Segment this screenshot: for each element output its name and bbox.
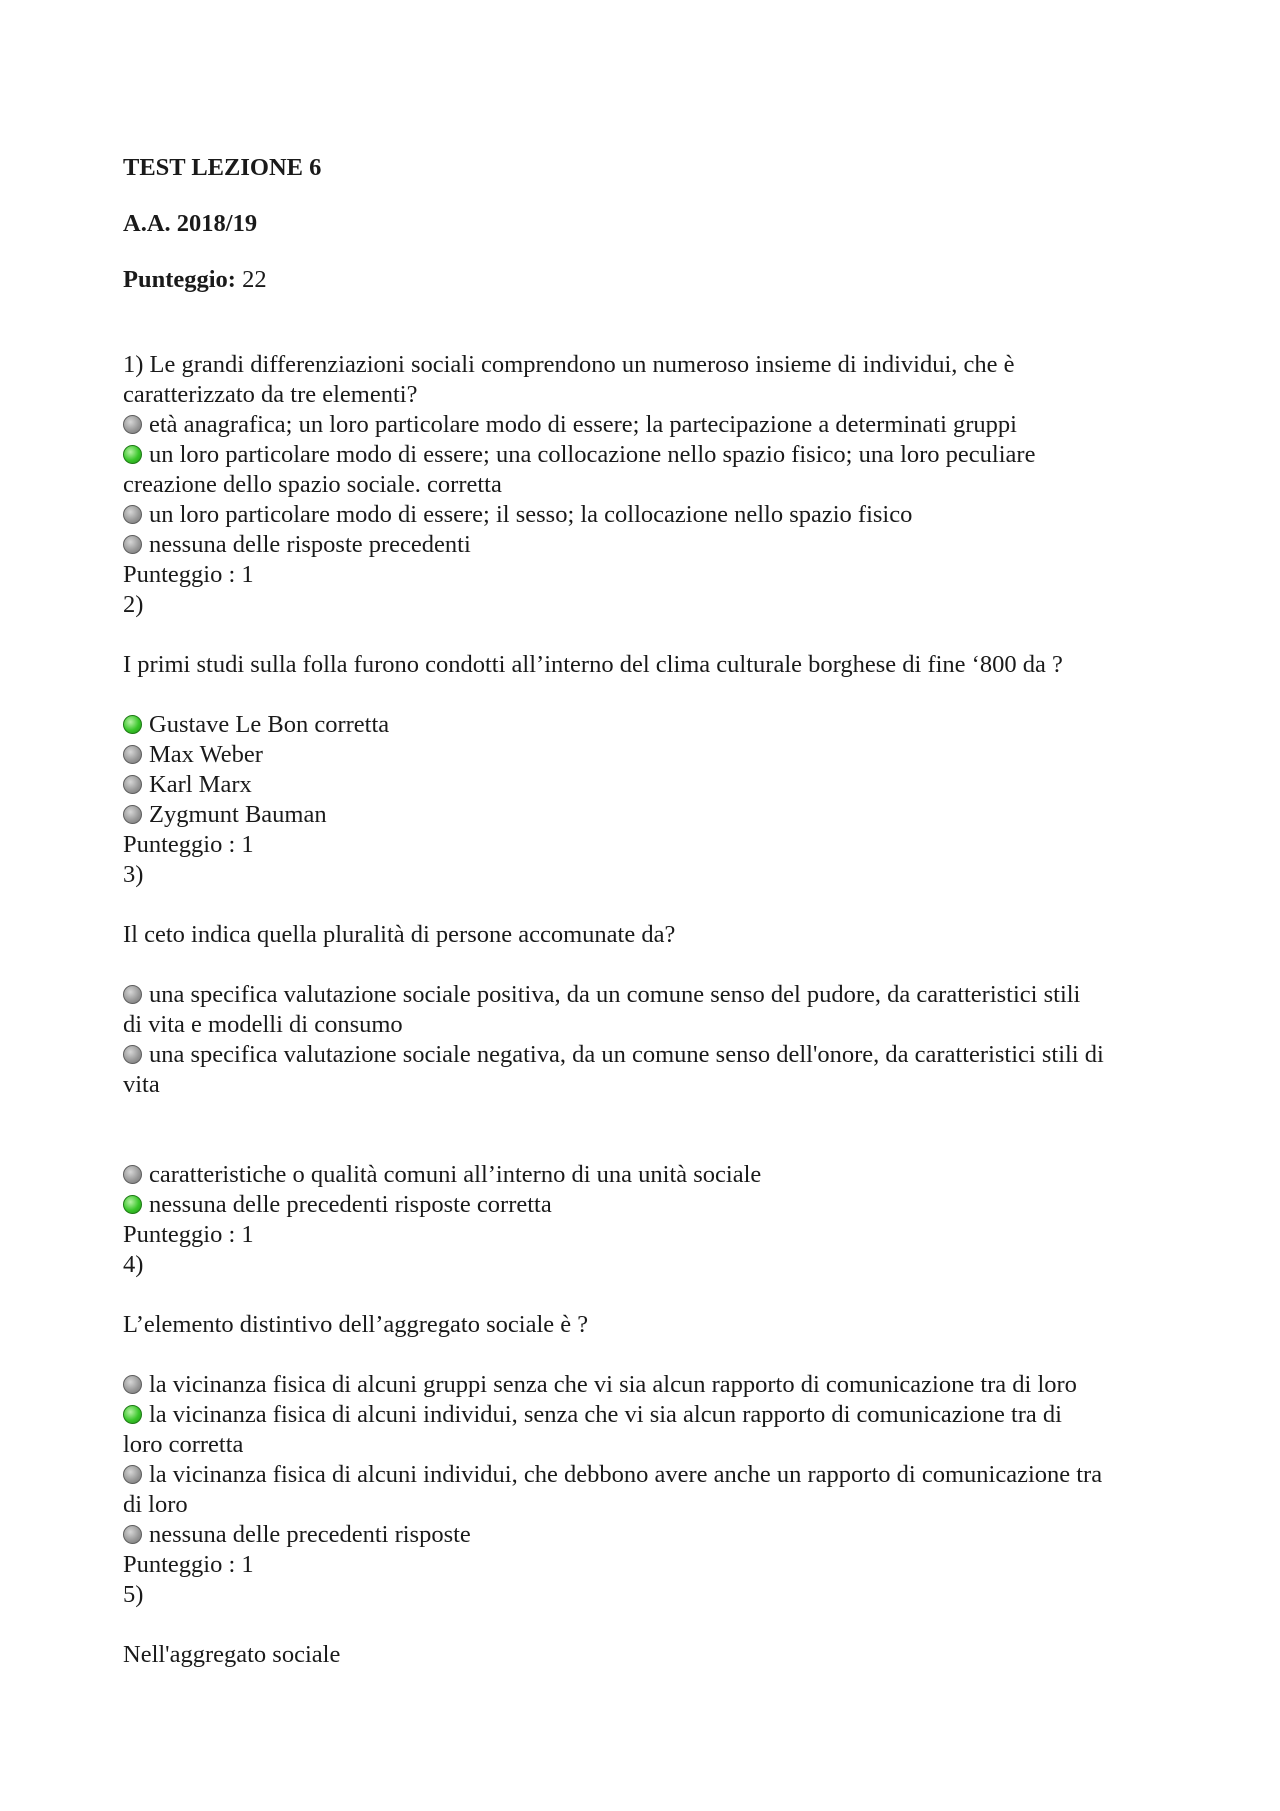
question-5-text: Nell'aggregato sociale (123, 1641, 341, 1668)
radio-grey-icon (123, 505, 142, 524)
question-3-number: 3) (123, 861, 144, 888)
option-text: Max Weber (149, 741, 263, 768)
question-4-text: L’elemento distintivo dell’aggregato sociale è ? (123, 1311, 589, 1338)
radio-grey-icon (123, 535, 142, 554)
option-text: nessuna delle precedenti risposte (149, 1521, 471, 1548)
question-2-number: 2) (123, 591, 144, 618)
option-text-continued: loro corretta (123, 1431, 244, 1458)
option-text: età anagrafica; un loro particolare modo di essere; la partecipazione a determinati gruppi (149, 411, 1017, 438)
radio-grey-icon (123, 985, 142, 1004)
option-text: Zygmunt Bauman (149, 801, 327, 828)
question-1-score: Punteggio : 1 (123, 561, 254, 588)
radio-grey-icon (123, 1045, 142, 1064)
question-4 (123, 1250, 1173, 1580)
question-1-text-line-1: 1) Le grandi differenziazioni sociali comprendono un numeroso insieme di individui, che è (123, 351, 1015, 378)
option-text: caratteristiche o qualità comuni all’interno di una unità sociale (149, 1161, 762, 1188)
option-text: la vicinanza fisica di alcuni individui, senza che vi sia alcun rapporto di comunicazione tra di (149, 1401, 1062, 1428)
option-text: nessuna delle precedenti risposte corretta (149, 1191, 552, 1218)
option-text-continued: creazione dello spazio sociale. corretta (123, 471, 502, 498)
question-2-option-2 (123, 740, 1173, 770)
question-1 (123, 350, 1173, 590)
question-1-option-2 (123, 440, 1173, 470)
question-4-option-4 (123, 1520, 1173, 1550)
option-text: nessuna delle risposte precedenti (149, 531, 471, 558)
option-text-continued: vita (123, 1071, 160, 1098)
total-score-label: Punteggio: (123, 266, 236, 293)
option-text: un loro particolare modo di essere; il sesso; la collocazione nello spazio fisico (149, 501, 913, 528)
question-4-score: Punteggio : 1 (123, 1551, 254, 1578)
radio-grey-icon (123, 1465, 142, 1484)
question-3-option-4 (123, 1190, 1173, 1220)
option-text: un loro particolare modo di essere; una collocazione nello spazio fisico; una loro peculiare (149, 441, 1036, 468)
radio-green-icon (123, 1405, 142, 1424)
radio-green-icon (123, 445, 142, 464)
option-text: la vicinanza fisica di alcuni individui, che debbono avere anche un rapporto di comunicazione tra (149, 1461, 1103, 1488)
option-text: una specifica valutazione sociale positiva, da un comune senso del pudore, da caratteristici stili (149, 981, 1081, 1008)
question-5-number: 5) (123, 1581, 144, 1608)
question-3-text: Il ceto indica quella pluralità di persone accomunate da? (123, 921, 676, 948)
question-2 (123, 590, 1173, 860)
question-4-option-3 (123, 1460, 1173, 1490)
option-text-continued: di vita e modelli di consumo (123, 1011, 403, 1038)
question-3-score: Punteggio : 1 (123, 1221, 254, 1248)
total-score (123, 265, 267, 295)
radio-grey-icon (123, 415, 142, 434)
option-text: Karl Marx (149, 771, 252, 798)
radio-grey-icon (123, 1525, 142, 1544)
question-5 (123, 1580, 1173, 1670)
question-2-score: Punteggio : 1 (123, 831, 254, 858)
questions-list (123, 350, 1173, 1670)
academic-year: A.A. 2018/19 (123, 210, 258, 237)
question-2-option-4 (123, 800, 1173, 830)
question-2-option-1 (123, 710, 1173, 740)
document-title: TEST LEZIONE 6 (123, 154, 322, 181)
question-3-option-3 (123, 1160, 1173, 1190)
question-3-option-1 (123, 980, 1173, 1010)
question-1-text-line-2: caratterizzato da tre elementi? (123, 381, 418, 408)
total-score-value: 22 (242, 266, 267, 293)
option-text: una specifica valutazione sociale negativa, da un comune senso dell'onore, da caratteristici stili di (149, 1041, 1104, 1068)
radio-green-icon (123, 715, 142, 734)
radio-grey-icon (123, 1165, 142, 1184)
question-3-option-2 (123, 1040, 1173, 1070)
radio-grey-icon (123, 805, 142, 824)
question-4-number: 4) (123, 1251, 144, 1278)
radio-grey-icon (123, 775, 142, 794)
option-text: Gustave Le Bon corretta (149, 711, 390, 738)
option-text-continued: di loro (123, 1491, 188, 1518)
option-text: la vicinanza fisica di alcuni gruppi senza che vi sia alcun rapporto di comunicazione tra di loro (149, 1371, 1077, 1398)
question-4-option-1 (123, 1370, 1173, 1400)
question-3 (123, 860, 1173, 1250)
question-1-option-1 (123, 410, 1173, 440)
radio-grey-icon (123, 1375, 142, 1394)
question-4-option-2 (123, 1400, 1173, 1430)
radio-grey-icon (123, 745, 142, 764)
radio-green-icon (123, 1195, 142, 1214)
question-1-option-3 (123, 500, 1173, 530)
question-1-option-4 (123, 530, 1173, 560)
question-2-text: I primi studi sulla folla furono condotti all’interno del clima culturale borghese di fine ‘800 da ? (123, 651, 1063, 678)
question-2-option-3 (123, 770, 1173, 800)
